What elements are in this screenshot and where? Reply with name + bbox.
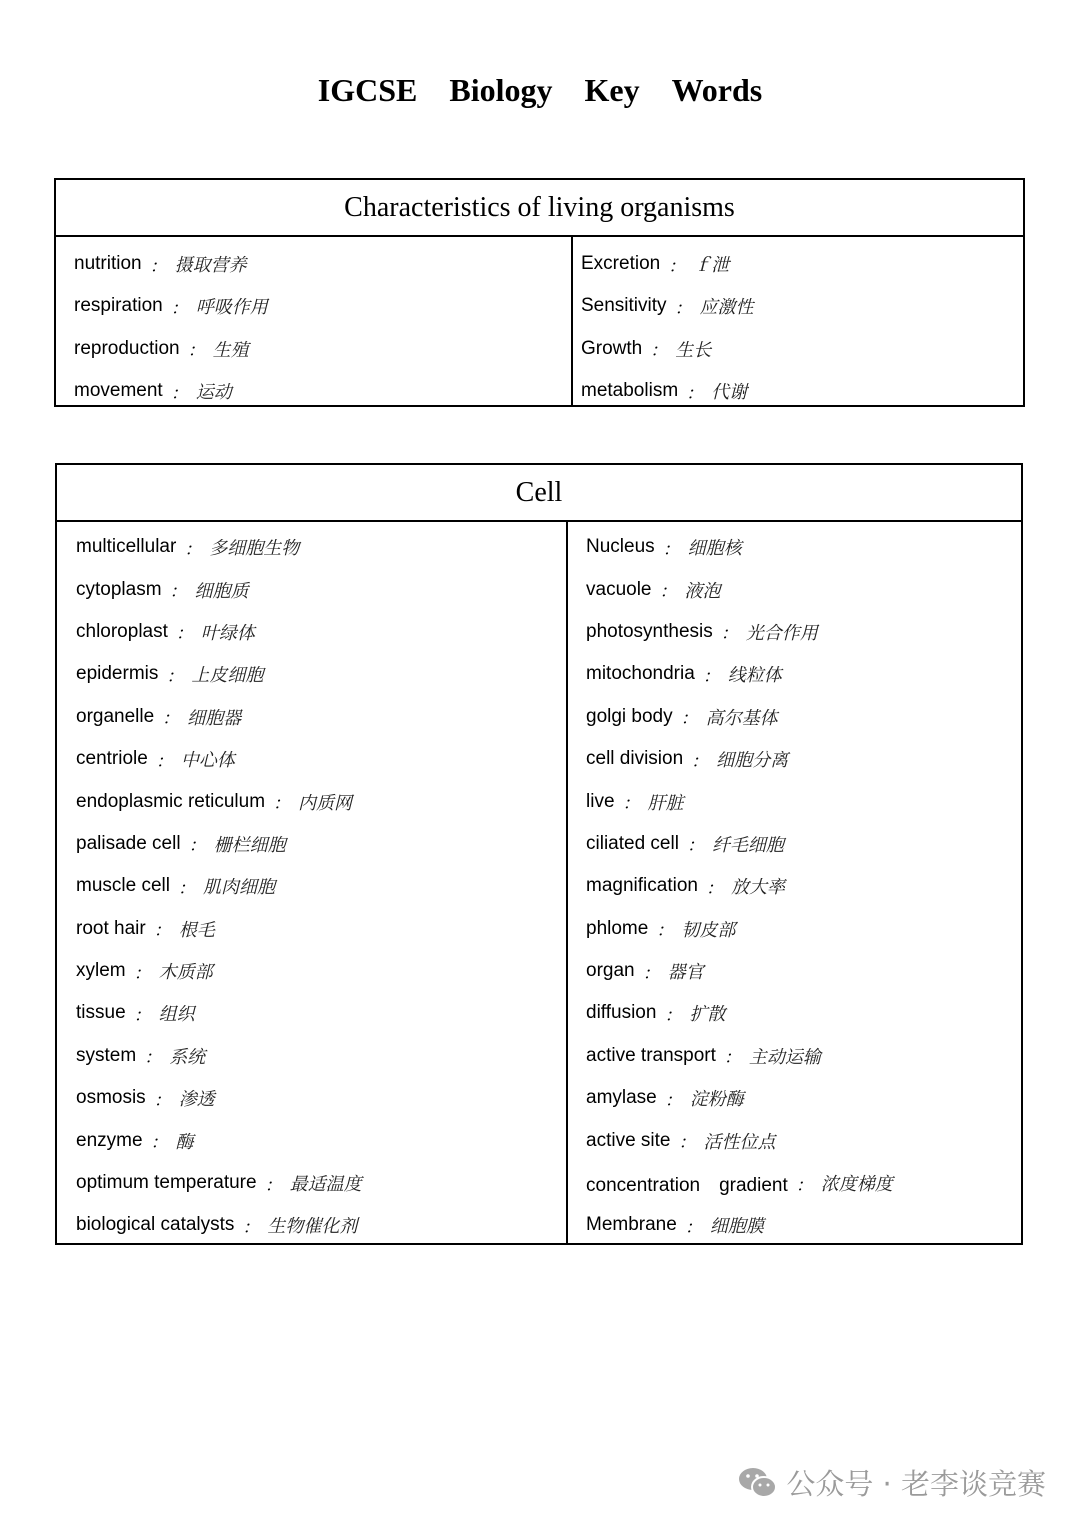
term-chinese: 生殖 [212,339,249,361]
term-english: multicellular [76,536,177,558]
term-english: tissue [76,1002,126,1024]
term-separator: ： [642,963,660,983]
term-chinese: 摄取营养 [174,255,247,277]
term-english: Sensitivity [581,295,667,317]
vocab-table-cell [55,463,1023,1245]
term-english: optimum temperature [76,1172,257,1194]
term-chinese: 栅栏细胞 [213,834,286,856]
right-column [568,522,893,1243]
title-word: Key [584,72,640,108]
term-row [76,1035,566,1077]
term-row [586,1035,893,1077]
term-english: root hair [76,917,146,939]
term-chinese: 上皮细胞 [191,665,264,687]
term-chinese: 纤毛细胞 [711,834,784,856]
term-row [76,780,566,822]
term-english: biological catalysts [76,1214,235,1236]
term-separator: ： [705,878,723,898]
term-english: ciliated cell [586,832,679,854]
term-row [586,992,893,1034]
term-separator: ： [162,709,180,729]
term-english: golgi body [586,705,673,727]
term-separator: ： [691,751,709,771]
term-chinese: 木质部 [158,962,213,984]
term-english: epidermis [76,663,159,685]
term-english: chloroplast [76,620,168,642]
term-english: nutrition [74,253,142,275]
term-row [586,526,893,568]
term-row [586,568,893,610]
term-chinese: 应激性 [699,297,754,319]
term-chinese: 器官 [667,962,704,984]
term-chinese: 淀粉酶 [689,1089,744,1111]
term-row [586,865,893,907]
term-row [586,950,893,992]
term-separator: ： [684,1217,702,1237]
term-chinese: 韧皮部 [681,919,736,941]
term-separator: ： [242,1217,260,1237]
term-separator: ： [678,1133,696,1153]
term-row [76,653,566,695]
term-chinese: 内质网 [298,792,353,814]
term-row [76,865,566,907]
term-english: metabolism [581,380,679,402]
term-row [76,950,566,992]
table-heading: Cell [57,465,1021,522]
term-english: Growth [581,337,643,359]
term-row [586,738,893,780]
term-chinese: 生长 [675,339,712,361]
term-separator: ： [144,1048,162,1068]
term-english: centriole [76,748,148,770]
term-english: palisade cell [76,832,181,854]
term-chinese: 多细胞生物 [209,538,300,560]
term-english: osmosis [76,1087,146,1109]
term-separator: ： [150,1133,168,1153]
term-separator: ： [187,341,205,361]
term-separator: ： [175,624,193,644]
table-body [56,237,1023,405]
term-english: system [76,1044,137,1066]
term-row [76,1204,566,1246]
term-english: organelle [76,705,155,727]
term-chinese: 生物催化剂 [267,1216,358,1238]
term-separator: ： [177,878,195,898]
term-english: Nucleus [586,536,655,558]
term-chinese: 中心体 [180,750,235,772]
term-row [74,243,571,285]
term-separator: ： [664,1005,682,1025]
term-row [76,908,566,950]
term-separator: ： [153,1090,171,1110]
term-chinese: 活性位点 [703,1131,776,1153]
term-separator: ： [680,709,698,729]
term-english: diffusion [586,1002,657,1024]
term-english: Membrane [586,1214,677,1236]
term-english: magnification [586,875,698,897]
term-row [76,823,566,865]
term-separator: ： [155,751,173,771]
term-row [586,1077,893,1119]
term-row [76,526,566,568]
term-chinese: 高尔基体 [705,707,778,729]
term-english: respiration [74,295,163,317]
term-english: organ [586,960,635,982]
term-english: active site [586,1129,671,1151]
table-body [57,522,1021,1243]
term-chinese: 肌肉细胞 [202,877,275,899]
term-row [586,1204,893,1246]
term-chinese: 细胞核 [687,538,742,560]
term-separator: ： [656,921,674,941]
term-chinese: 细胞膜 [709,1216,764,1238]
term-chinese: 光合作用 [745,622,818,644]
page-title [0,72,1080,109]
term-separator: ： [273,794,291,814]
watermark [738,1462,1046,1503]
term-separator: ： [659,582,677,602]
title-word: Biology [449,72,553,108]
term-row [581,243,754,285]
term-row [586,696,893,738]
term-english: vacuole [586,578,652,600]
term-chinese: 根毛 [178,919,215,941]
term-english: endoplasmic reticulum [76,790,266,812]
term-row [76,1119,566,1161]
term-row [74,328,571,370]
left-column [56,237,573,405]
title-word: IGCSE [317,72,418,108]
term-row [586,908,893,950]
term-english: live [586,790,615,812]
term-english: concentration gradient [586,1174,788,1196]
term-separator: ： [674,298,692,318]
term-chinese: 细胞分离 [716,750,789,772]
term-separator: ： [188,836,206,856]
term-row [76,992,566,1034]
term-english: active transport [586,1044,716,1066]
right-column [573,237,754,405]
term-english: reproduction [74,337,180,359]
table-heading: Characteristics of living organisms [56,180,1023,237]
term-row [581,285,754,327]
term-row [581,328,754,370]
term-chinese: 液泡 [684,580,721,602]
term-separator: ： [133,963,151,983]
term-row [76,1077,566,1119]
term-chinese: 酶 [175,1131,194,1153]
title-word: Words [671,72,763,108]
term-separator: ： [170,383,188,403]
term-row [586,1119,893,1161]
term-row [76,738,566,780]
term-separator: ： [149,256,167,276]
term-chinese: 放大率 [730,877,785,899]
term-chinese: 运动 [195,382,232,404]
term-english: xylem [76,960,126,982]
term-chinese: 代谢 [711,382,748,404]
term-separator: ： [650,341,668,361]
term-english: cytoplasm [76,578,162,600]
term-row [586,1162,893,1204]
term-row [74,285,571,327]
term-chinese: ｆ泄 [693,255,730,277]
term-separator: ： [795,1175,813,1195]
term-row [586,653,893,695]
term-chinese: 呼吸作用 [195,297,268,319]
term-english: amylase [586,1087,657,1109]
term-separator: ： [664,1090,682,1110]
term-row [76,611,566,653]
term-chinese: 主动运输 [748,1046,821,1068]
term-english: movement [74,380,163,402]
term-english: phlome [586,917,649,939]
term-english: muscle cell [76,875,170,897]
term-row [581,370,754,412]
term-separator: ： [169,582,187,602]
term-row [76,1162,566,1204]
term-separator: ： [662,539,680,559]
term-chinese: 组织 [158,1004,195,1026]
term-row [586,780,893,822]
term-english: Excretion [581,253,661,275]
term-english: cell division [586,748,684,770]
term-separator: ： [184,539,202,559]
term-chinese: 浓度梯度 [820,1174,893,1196]
term-english: photosynthesis [586,620,713,642]
term-chinese: 细胞器 [187,707,242,729]
term-separator: ： [153,921,171,941]
term-chinese: 最适温度 [289,1174,362,1196]
term-separator: ： [170,298,188,318]
term-separator: ： [720,624,738,644]
term-separator: ： [702,666,720,686]
term-chinese: 线粒体 [727,665,782,687]
term-row [76,696,566,738]
term-row [76,568,566,610]
term-separator: ： [133,1005,151,1025]
term-separator: ： [686,836,704,856]
term-english: mitochondria [586,663,695,685]
term-chinese: 叶绿体 [200,622,255,644]
term-separator: ： [622,794,640,814]
term-row [74,370,571,412]
term-chinese: 肝脏 [647,792,684,814]
term-separator: ： [166,666,184,686]
term-separator: ： [668,256,686,276]
watermark-text: 公众号 · 老李谈竞赛 [786,1467,1046,1501]
term-row [586,823,893,865]
vocab-table-characteristics [54,178,1025,407]
term-chinese: 扩散 [689,1004,726,1026]
wechat-icon [738,1466,778,1500]
term-chinese: 细胞质 [194,580,249,602]
term-row [586,611,893,653]
left-column [57,522,568,1243]
term-chinese: 系统 [169,1046,206,1068]
term-separator: ： [723,1048,741,1068]
term-english: enzyme [76,1129,143,1151]
term-separator: ： [686,383,704,403]
term-separator: ： [264,1175,282,1195]
term-chinese: 渗透 [178,1089,215,1111]
